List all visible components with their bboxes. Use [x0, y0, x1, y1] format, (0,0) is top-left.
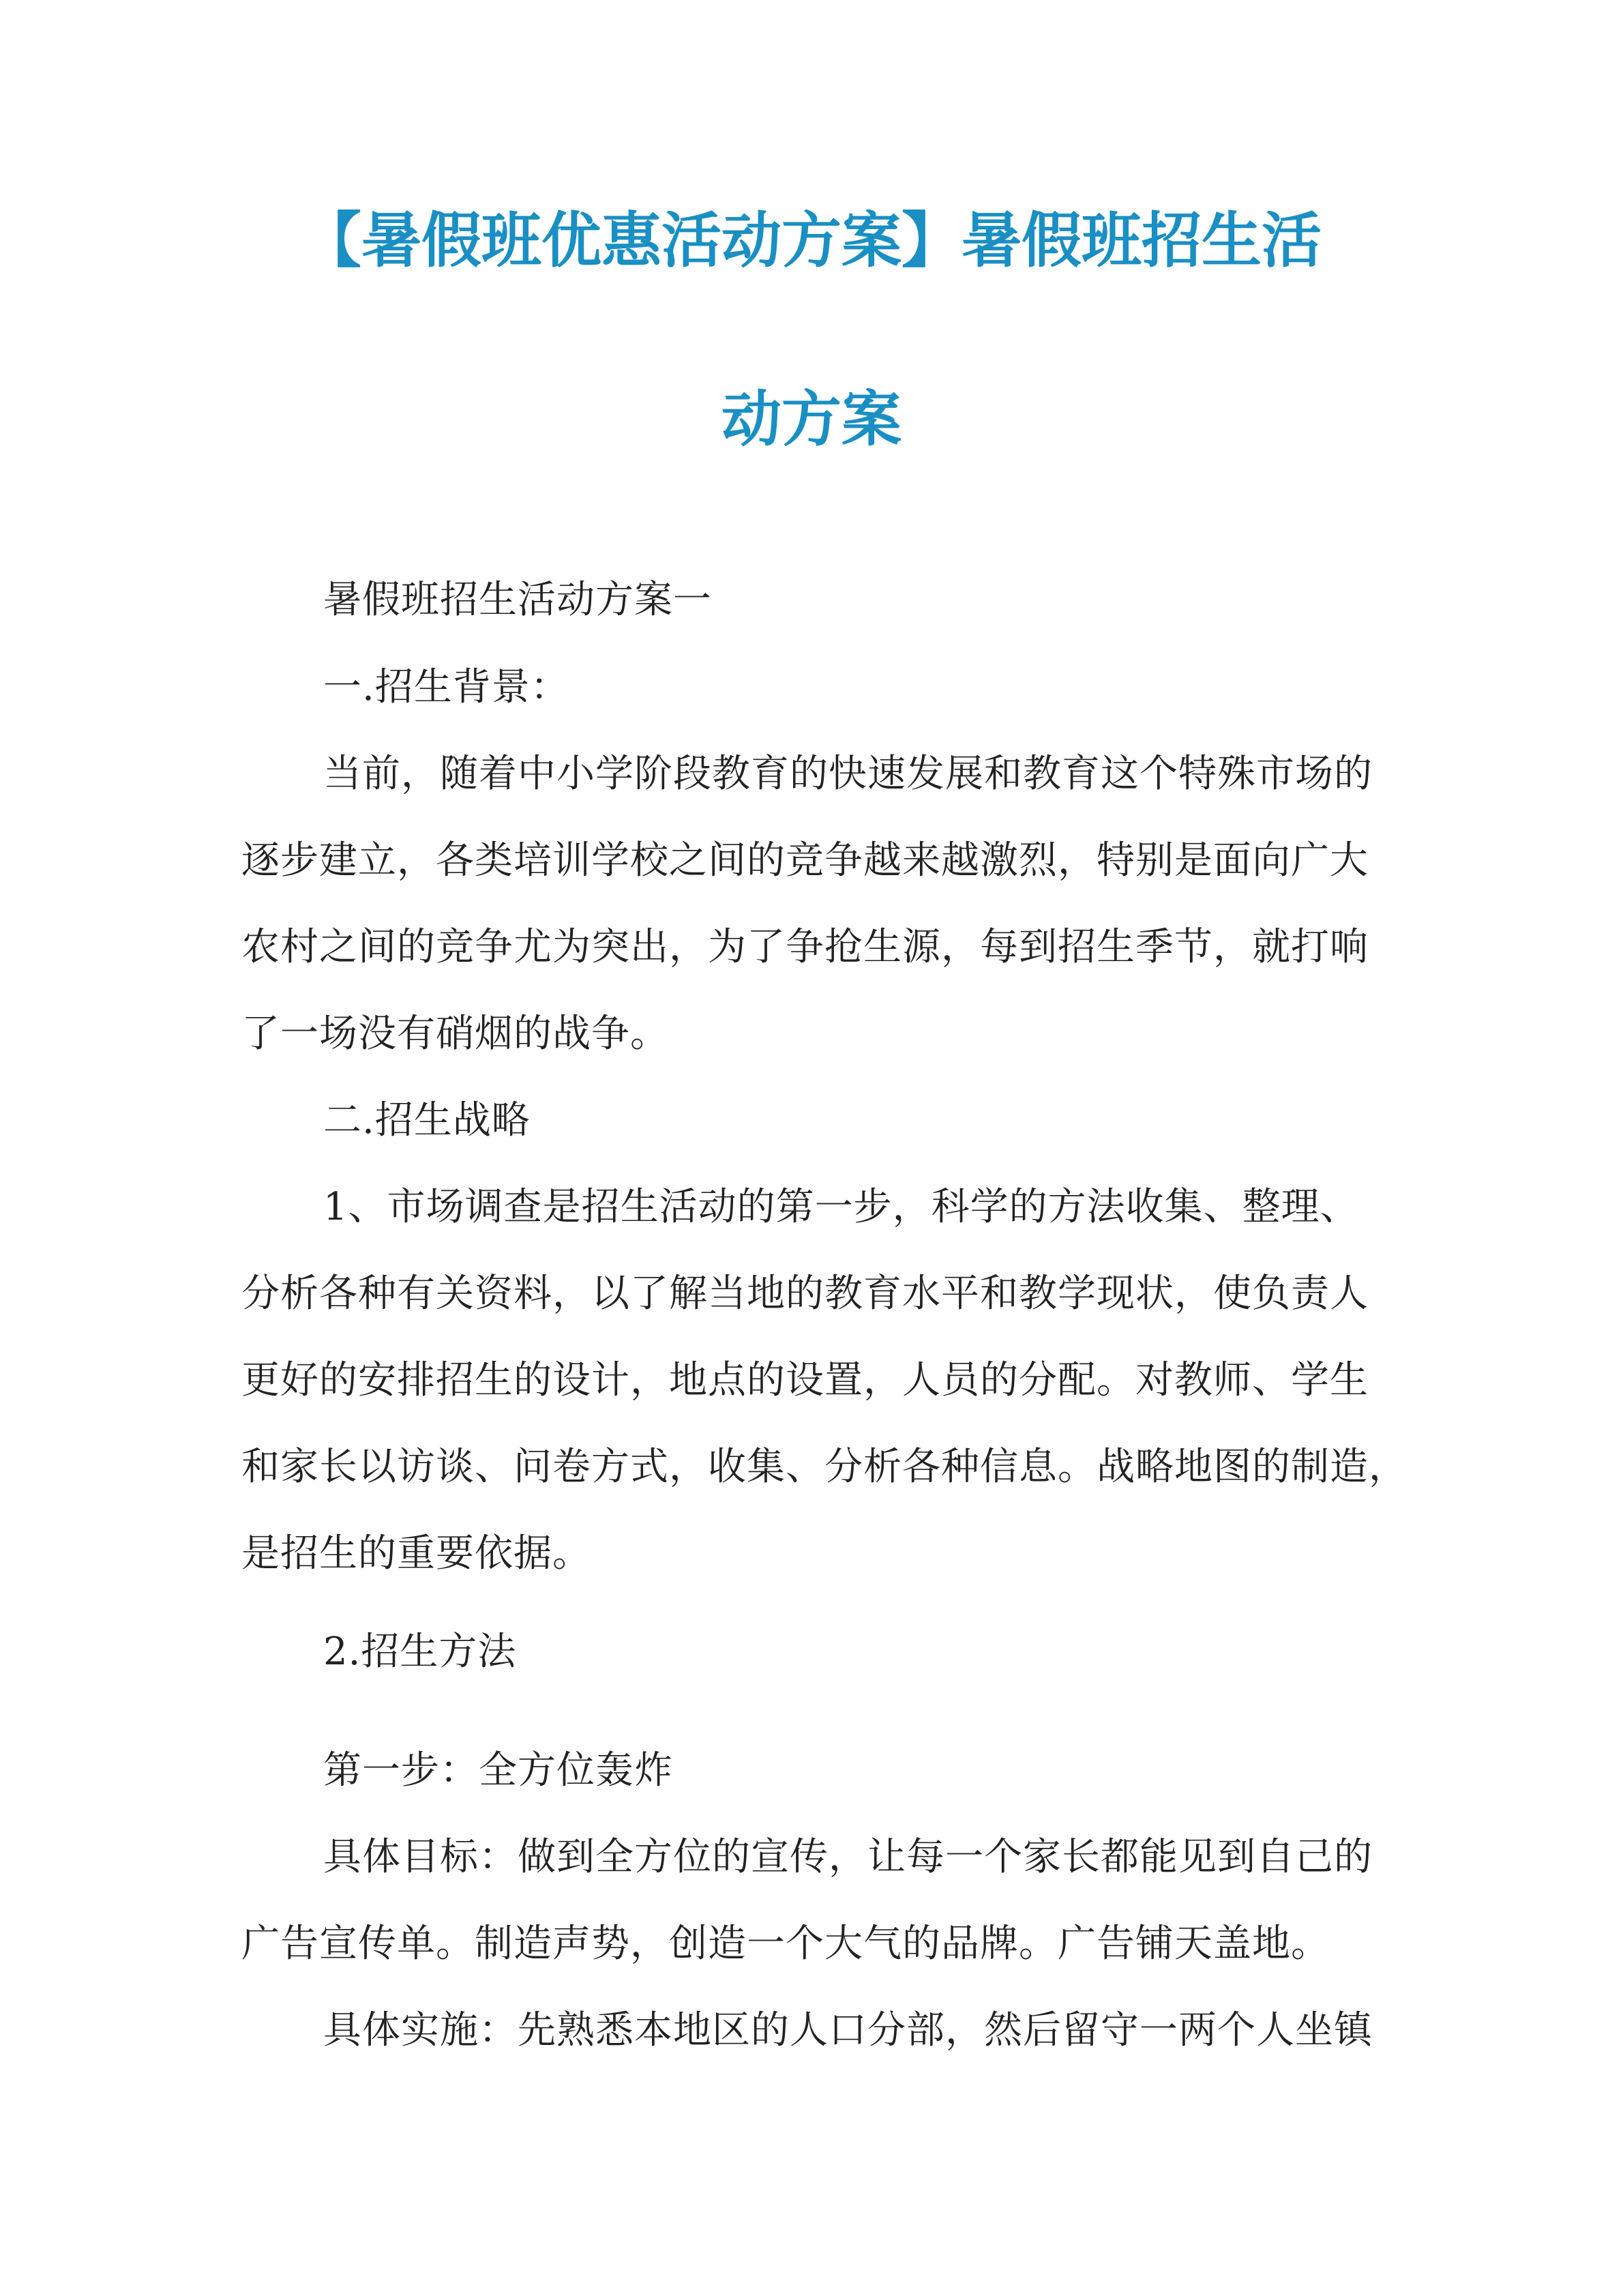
- section-heading-strategy: 二.招生战略: [323, 1098, 531, 1143]
- paragraph-line: 具体实施：先熟悉本地区的人口分部，然后留守一两个人坐镇: [323, 2008, 1373, 2052]
- section-heading-methods: 2.招生方法: [323, 1630, 517, 1674]
- paragraph-line: 逐步建立，各类培训学校之间的竞争越来越激烈，特别是面向广大: [241, 838, 1369, 883]
- section-heading-background: 一.招生背景：: [323, 665, 569, 709]
- paragraph-line: 广告宣传单。制造声势，创造一个大气的品牌。广告铺天盖地。: [241, 1922, 1330, 1966]
- paragraph-line: 当前，随着中小学阶段教育的快速发展和教育这个特殊市场的: [323, 752, 1373, 796]
- step-heading: 第一步：全方位轰炸: [323, 1748, 673, 1793]
- paragraph-line: 具体目标：做到全方位的宣传，让每一个家长都能见到自己的: [323, 1835, 1373, 1879]
- document-title-line-2: 动方案: [721, 384, 902, 454]
- paragraph-line: 分析各种有关资料，以了解当地的教育水平和教学现状，使负责人: [241, 1271, 1369, 1316]
- paragraph-line: 农村之间的竞争尤为突出，为了争抢生源，每到招生季节，就打响: [241, 925, 1369, 969]
- section-heading-plan-one: 暑假班招生活动方案一: [323, 578, 712, 622]
- paragraph-line: 是招生的重要依据。: [241, 1531, 591, 1576]
- paragraph-line: 了一场没有硝烟的战争。: [241, 1012, 669, 1056]
- paragraph-line: 更好的安排招生的设计，地点的设置，人员的分配。对教师、学生: [241, 1358, 1369, 1402]
- paragraph-line: 1、市场调查是招生活动的第一步，科学的方法收集、整理、: [323, 1185, 1359, 1229]
- document-title-line-1: 【暑假班优惠活动方案】暑假班招生活: [301, 205, 1322, 276]
- paragraph-line: 和家长以访谈、问卷方式，收集、分析各种信息。战略地图的制造，: [241, 1445, 1408, 1489]
